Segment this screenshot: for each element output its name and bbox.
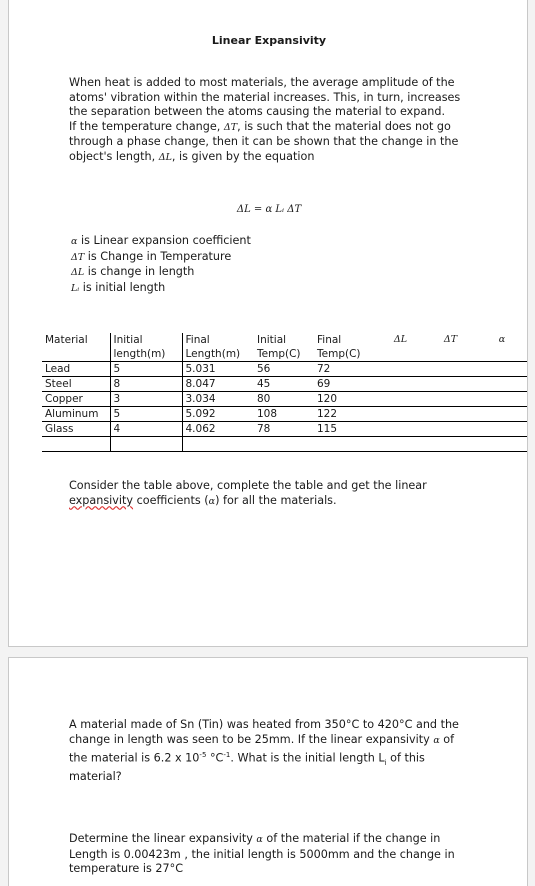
question-text: °C xyxy=(206,751,224,765)
header-material: Material xyxy=(45,334,88,346)
table-cell: 122 xyxy=(314,407,374,422)
definition-text: is change in length xyxy=(84,265,195,278)
question-tin-initial-length xyxy=(69,718,474,785)
table-cell xyxy=(374,407,424,422)
intro-paragraph xyxy=(69,76,474,165)
table-cell: 5 xyxy=(110,407,182,422)
definition-delta-l xyxy=(71,265,251,281)
header-initial-temp: Initial Temp(C) xyxy=(257,334,301,360)
header-final-temp: Final Temp(C) xyxy=(317,334,361,360)
alpha-symbol: α xyxy=(208,495,216,507)
table-cell xyxy=(424,407,474,422)
table-cell xyxy=(374,437,424,452)
table-cell xyxy=(424,377,474,392)
header-initial-length: Initial length(m) xyxy=(110,333,182,362)
table-row xyxy=(42,407,527,422)
definition-alpha xyxy=(71,234,251,250)
table-cell xyxy=(474,392,527,407)
definition-symbol: ΔT xyxy=(71,251,85,263)
question-linear-expansivity xyxy=(69,832,474,877)
table-cell xyxy=(424,422,474,437)
document-page-1 xyxy=(8,0,528,647)
intro-text-1: When heat is added to most materials, the average amplitude of the atoms' vibration within the material increases. This, in turn, increases the separation between the atoms causing the material to expand. xyxy=(69,76,461,118)
subscript: i xyxy=(384,758,387,767)
intro-text-2a: If the temperature change, xyxy=(69,119,224,133)
question-text: A material made of Sn (Tin) was heated from 350°C to 420°C and the change in length was seen to be 25mm. If the linear expansivity xyxy=(69,718,459,746)
table-cell: 5.031 xyxy=(182,362,254,377)
definition-text: is Linear expansion coefficient xyxy=(77,234,251,247)
table-cell xyxy=(424,362,474,377)
expansion-equation: ΔL = α Lᵢ ΔT xyxy=(236,204,302,215)
table-cell: 8.047 xyxy=(182,377,254,392)
table-cell: Aluminum xyxy=(42,407,110,422)
table-row xyxy=(42,377,527,392)
header-delta-l: ΔL xyxy=(393,334,408,345)
table-cell: 3 xyxy=(110,392,182,407)
table-cell: 56 xyxy=(254,362,314,377)
table-cell: 5.092 xyxy=(182,407,254,422)
definition-symbol: Lᵢ xyxy=(71,282,80,294)
question-text: Determine the linear expansivity xyxy=(69,832,257,845)
exponent: -1 xyxy=(223,751,231,759)
table-cell: 45 xyxy=(254,377,314,392)
table-cell xyxy=(314,437,374,452)
definition-initial-length xyxy=(71,281,251,297)
table-cell xyxy=(474,422,527,437)
delta-l-symbol: ΔL xyxy=(158,151,172,163)
question-text: of the material is 6.2 x 10 xyxy=(69,732,455,765)
table-cell xyxy=(110,437,182,452)
instruction-text: coefficients ( xyxy=(133,493,209,507)
table-row xyxy=(42,422,527,437)
question-text: of this material? xyxy=(69,751,425,784)
spellcheck-underlined-word: expansivity xyxy=(69,493,134,507)
intro-text-2c: , is given by the equation xyxy=(171,149,315,163)
table-cell: 4.062 xyxy=(182,422,254,437)
definition-symbol: α xyxy=(71,236,78,247)
instruction-text: ) for all the materials. xyxy=(215,493,337,507)
table-cell: 120 xyxy=(314,392,374,407)
table-header-row xyxy=(42,333,527,362)
table-cell xyxy=(374,392,424,407)
table-cell xyxy=(42,437,110,452)
table-row xyxy=(42,437,527,452)
table-cell xyxy=(474,407,527,422)
table-cell xyxy=(374,362,424,377)
table-cell: 69 xyxy=(314,377,374,392)
table-cell xyxy=(474,377,527,392)
table-cell: 72 xyxy=(314,362,374,377)
table-cell xyxy=(424,392,474,407)
table-cell: 4 xyxy=(110,422,182,437)
definition-text: is Change in Temperature xyxy=(84,249,232,263)
table-cell xyxy=(424,437,474,452)
definition-symbol: ΔL xyxy=(71,267,85,278)
table-cell xyxy=(182,437,254,452)
symbol-definitions xyxy=(71,234,251,296)
table-instruction xyxy=(69,479,474,509)
table-cell: Copper xyxy=(42,392,110,407)
question-text: . What is the initial length L xyxy=(230,751,385,765)
table-cell: 8 xyxy=(110,377,182,392)
header-final-length: Final Length(m) xyxy=(182,333,254,362)
material-data-table xyxy=(42,333,527,452)
table-cell xyxy=(254,437,314,452)
definition-delta-t xyxy=(71,250,251,266)
table-cell xyxy=(374,377,424,392)
table-row xyxy=(42,362,527,377)
exponent: -5 xyxy=(199,751,207,759)
alpha-symbol: α xyxy=(256,834,263,845)
document-page-2 xyxy=(8,657,528,886)
table-cell xyxy=(474,437,527,452)
table-cell: Glass xyxy=(42,422,110,437)
instruction-text: Consider the table above, complete the table and get the linear xyxy=(69,479,427,492)
page-title: Linear Expansivity xyxy=(211,34,327,47)
table-cell: 108 xyxy=(254,407,314,422)
delta-t-symbol: ΔT xyxy=(223,121,238,133)
table-cell xyxy=(374,422,424,437)
table-cell xyxy=(474,362,527,377)
table-cell: Lead xyxy=(42,362,110,377)
intro-text-2b: , is such that the material does not go through a phase change, then it can be shown that the change in the object's length, xyxy=(69,119,459,163)
table-cell: 5 xyxy=(110,362,182,377)
table-row xyxy=(42,392,527,407)
alpha-symbol: α xyxy=(433,734,440,746)
question-text: of the material if the change in Length is 0.00423m , the initial length is 5000mm and the change in temperature is 27°C xyxy=(69,832,455,875)
definition-text: is initial length xyxy=(79,280,166,294)
table-cell: 3.034 xyxy=(182,392,254,407)
table-cell: 115 xyxy=(314,422,374,437)
table-cell: 80 xyxy=(254,392,314,407)
table-cell: Steel xyxy=(42,377,110,392)
header-alpha: α xyxy=(498,334,506,345)
table-cell: 78 xyxy=(254,422,314,437)
header-delta-t: ΔT xyxy=(443,334,458,345)
